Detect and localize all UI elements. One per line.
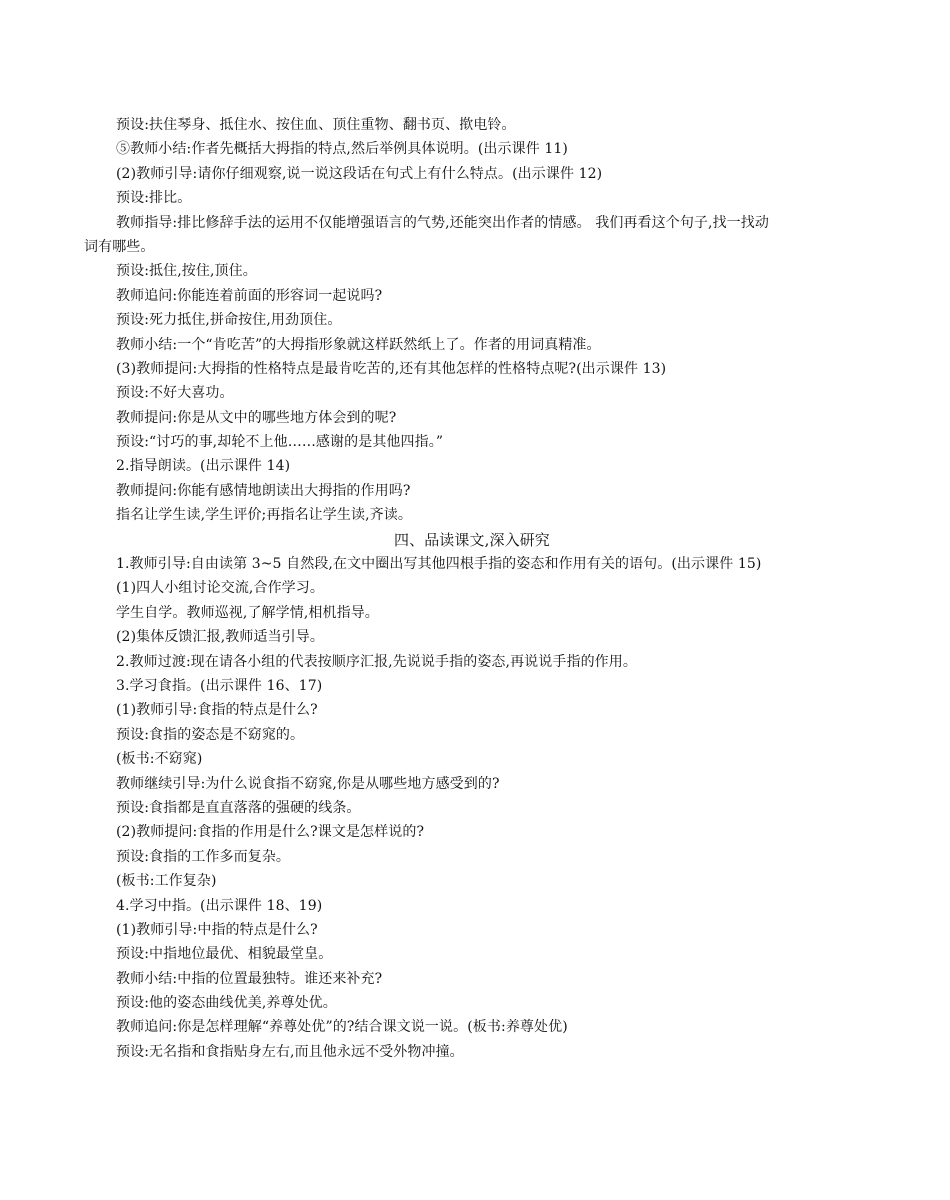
text-line: 学生自学。教师巡视,了解学情,相机指导。 — [116, 604, 379, 621]
text-line: 2.教师过渡:现在请各小组的代表按顺序汇报,先说说手指的姿态,再说说手指的作用。 — [116, 653, 637, 670]
text-line: 预设:“讨巧的事,却轮不上他……感谢的是其他四指。” — [116, 434, 444, 451]
text-line: 预设:不好大喜功。 — [116, 385, 234, 402]
text-line: 教师小结:中指的位置最独特。谁还来补充? — [116, 970, 383, 987]
text-line: (3)教师提问:大拇指的性格特点是最肯吃苦的,还有其他怎样的性格特点呢?(出示课件 13) — [116, 360, 667, 377]
text-line: 教师提问:你能有感情地朗读出大拇指的作用吗? — [116, 482, 411, 499]
section-heading: 四、品读课文,深入研究 — [394, 530, 550, 549]
text-line: 预设:排比。 — [116, 190, 192, 207]
text-line: (1)教师引导:中指的特点是什么? — [116, 921, 318, 938]
text-line: 2.指导朗读。(出示课件 14) — [116, 458, 291, 475]
text-line: 教师指导:排比修辞手法的运用不仅能增强语言的气势,还能突出作者的情感。 我们再看这个句子,找一找动 — [116, 214, 769, 231]
text-line: (1)教师引导:食指的特点是什么? — [116, 702, 318, 719]
text-line: 预设:食指的工作多而复杂。 — [116, 848, 291, 865]
text-line: (板书:工作复杂) — [116, 873, 217, 890]
text-line: 预设:抵住,按住,顶住。 — [116, 263, 257, 280]
text-line: 预设:中指地位最优、相貌最堂皇。 — [116, 946, 333, 963]
text-line: ⑤教师小结:作者先概括大拇指的特点,然后举例具体说明。(出示课件 11) — [116, 141, 568, 158]
text-line: 预设:扶住琴身、抵住水、按住血、顶住重物、翻书页、揿电铃。 — [116, 117, 516, 133]
text-line-continuation: 词有哪些。 — [84, 238, 155, 255]
text-line: 教师提问:你是从文中的哪些地方体会到的呢? — [116, 409, 397, 426]
text-line: (2)教师引导:请你仔细观察,说一说这段话在句式上有什么特点。(出示课件 12) — [116, 165, 603, 182]
text-line: 教师继续引导:为什么说食指不窈窕,你是从哪些地方感受到的? — [116, 775, 500, 792]
text-line: (2)集体反馈汇报,教师适当引导。 — [116, 629, 324, 646]
text-line: 教师追问:你能连着前面的形容词一起说吗? — [116, 287, 383, 304]
text-line: 4.学习中指。(出示课件 18、19) — [116, 897, 323, 914]
text-line: (1)四人小组讨论交流,合作学习。 — [116, 580, 324, 597]
text-line: 预设:食指的姿态是不窈窕的。 — [116, 726, 305, 743]
text-line: 教师小结:一个“肯吃苦”的大拇指形象就这样跃然纸上了。作者的用词真精准。 — [116, 336, 601, 353]
text-line: 教师追问:你是怎样理解“养尊处优”的?结合课文说一说。(板书:养尊处优) — [116, 1019, 568, 1036]
document-body — [84, 113, 864, 1064]
text-line: (板书:不窈窕) — [116, 751, 203, 768]
text-line: 1.教师引导:自由读第 3~5 自然段,在文中圈出写其他四根手指的姿态和作用有关的语句。(出示课件 15) — [116, 556, 762, 573]
text-line: 预设:无名指和食指贴身左右,而且他永远不受外物冲撞。 — [116, 1043, 464, 1060]
text-line: (2)教师提问:食指的作用是什么?课文是怎样说的? — [116, 824, 425, 841]
text-line: 指名让学生读,学生评价;再指名让学生读,齐读。 — [116, 507, 412, 524]
text-line: 预设:死力抵住,拼命按住,用劲顶住。 — [116, 312, 342, 329]
text-line: 3.学习食指。(出示课件 16、17) — [116, 677, 323, 694]
text-line: 预设:他的姿态曲线优美,养尊处优。 — [116, 995, 337, 1012]
text-line: 预设:食指都是直直落落的强硬的线条。 — [116, 799, 361, 816]
